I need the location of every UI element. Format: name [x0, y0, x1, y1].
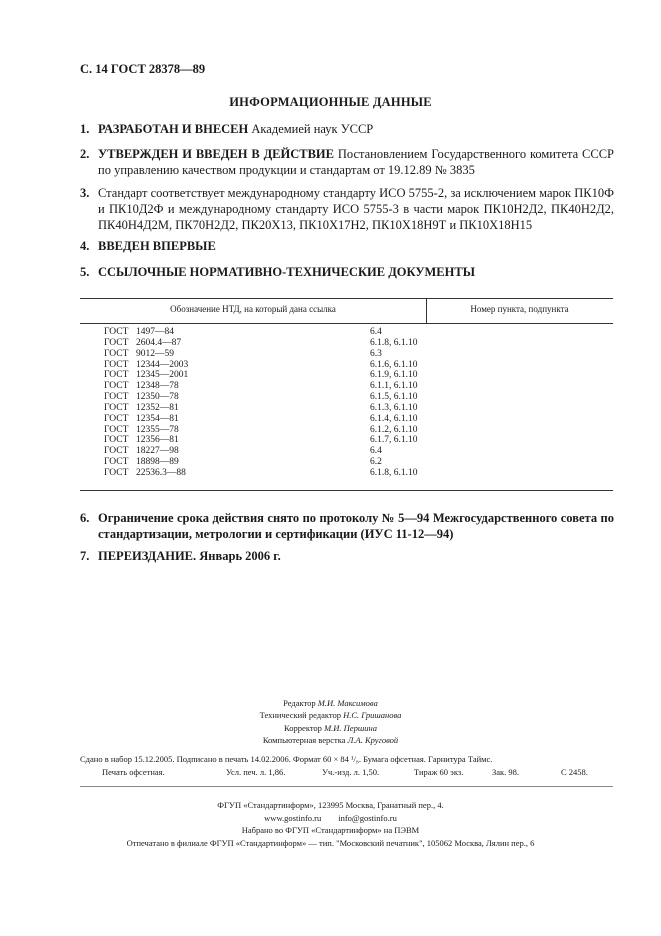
table-top-rule [80, 298, 613, 299]
credit-label: Редактор [283, 698, 316, 708]
credits-block [0, 697, 661, 746]
imprint-email: info@gostinfo.ru [338, 812, 397, 823]
item-7 [80, 548, 614, 564]
row-standard-number: 18227—98 [136, 446, 179, 457]
credit-name: Н.С. Гришанова [343, 710, 402, 721]
item-heading: ПЕРЕИЗДАНИЕ. [98, 549, 197, 563]
row-clause: 6.1.8, 6.1.10 [370, 467, 418, 478]
row-standard-number: 12352—81 [136, 402, 179, 413]
row-standard-number: 18898—89 [136, 457, 179, 468]
credit-layout [0, 734, 661, 746]
row-gost-label: ГОСТ [104, 327, 129, 337]
row-clause: 6.1.6, 6.1.10 [370, 359, 418, 370]
imprint-contacts [0, 812, 661, 825]
row-gost-label: ГОСТ [104, 446, 129, 457]
row-gost-label: ГОСТ [104, 413, 129, 424]
item-number: 5. [80, 265, 90, 279]
item-number: 7. [80, 549, 90, 563]
credit-name: М.И. Першина [324, 722, 377, 733]
credit-label: Корректор [284, 722, 322, 733]
row-gost-label: ГОСТ [104, 457, 129, 468]
publish-sheets: Уч.-изд. л. 1,50. [322, 767, 380, 777]
item-6 [80, 510, 614, 542]
row-standard-number: 22536.3—88 [136, 467, 186, 478]
row-gost-label: ГОСТ [104, 392, 129, 403]
row-clause: 6.1.2, 6.1.10 [370, 424, 418, 435]
row-gost-label: ГОСТ [104, 424, 129, 435]
index-number: С 2458. [561, 767, 588, 777]
credit-label: Технический редактор [259, 710, 341, 721]
item-number: 4. [80, 239, 90, 253]
item-number: 2. [80, 147, 90, 161]
item-5 [80, 264, 614, 280]
item-4 [80, 238, 614, 254]
table-header-designation: Обозначение НТД, на который дана ссылка [170, 304, 336, 314]
row-standard-number: 12354—81 [136, 413, 179, 424]
page-header: С. 14 ГОСТ 28378—89 [80, 62, 206, 76]
credit-name: Л.А. Круговой [347, 734, 399, 745]
print-type: Печать офсетная. [102, 767, 165, 777]
credit-corrector [0, 722, 661, 734]
imprint-address: ФГУП «Стандартинформ», 123995 Москва, Гранатный пер., 4. [217, 800, 444, 810]
row-gost-label: ГОСТ [104, 348, 129, 359]
item-text: Стандарт соответствует международному стандарту ИСО 5755-2, за исключением марок ПК10Ф и ПК10Д2Ф и международному стандарту ИСО 5755-3 в части марок ПК10Н2Д2, ПК40Н2Д2, ПК40Н4Д2М, ПК70Н2Д2, ПК20Х13, ПК10Х17Н2, ПК10Х18Н9Т и ПК10Х18Н15 [98, 186, 614, 232]
print-sheets: Усл. печ. л. 1,86. [226, 767, 286, 777]
item-heading: УТВЕРЖДЕН И ВВЕДЕН В ДЕЙСТВИЕ [98, 147, 334, 161]
table-bottom-rule [80, 490, 613, 491]
print-run: Тираж 60 экз. [414, 767, 464, 777]
item-heading: ССЫЛОЧНЫЕ НОРМАТИВНО-ТЕХНИЧЕСКИЕ ДОКУМЕНТЫ [98, 265, 475, 279]
row-standard-number: 9012—59 [136, 348, 174, 359]
row-gost-label: ГОСТ [104, 435, 129, 446]
item-3 [80, 185, 614, 233]
table-header-clause: Номер пункта, подпункта [470, 304, 569, 314]
imprint-website: www.gostinfo.ru [264, 812, 322, 823]
item-text: Академией наук УССР [248, 122, 374, 136]
publishing-line-1: Сдано в набор 15.12.2005. Подписано в печать 14.02.2006. Формат 60 × 84 ¹/₈. Бумага офсетная. Гарнитура Таймс. [80, 754, 493, 764]
row-gost-label: ГОСТ [104, 402, 129, 413]
item-number: 1. [80, 122, 90, 136]
row-gost-label: ГОСТ [104, 370, 129, 381]
imprint-printed: Отпечатано в филиале ФГУП «Стандартинформ» — тип. "Московский печатник", 105062 Москва, Лялин пер., 6 [126, 837, 535, 848]
row-clause: 6.4 [370, 446, 382, 457]
row-gost-label: ГОСТ [104, 381, 129, 392]
credit-editor [0, 697, 661, 709]
imprint-separator [80, 786, 613, 787]
row-gost-label: ГОСТ [104, 337, 129, 348]
row-standard-number: 12348—78 [136, 381, 179, 392]
row-standard-number: 12355—78 [136, 424, 179, 435]
row-clause: 6.1.5, 6.1.10 [370, 392, 418, 403]
section-title: ИНФОРМАЦИОННЫЕ ДАННЫЕ [229, 95, 432, 109]
item-text: Ограничение срока действия снято по протоколу № 5—94 Межгосударственного совета по стандартизации, метрологии и сертификации (ИУС 11-12—94) [98, 511, 614, 541]
row-gost-label: ГОСТ [104, 467, 129, 478]
item-text: Январь 2006 г. [196, 549, 281, 563]
credit-label: Компьютерная верстка [262, 734, 346, 745]
row-clause: 6.1.4, 6.1.10 [370, 413, 418, 424]
row-clause: 6.1.1, 6.1.10 [370, 381, 418, 392]
item-number: 6. [80, 511, 90, 525]
publishing-line-2 [80, 767, 613, 779]
item-text: Постановлением Государственного комитета СССР по управлению качеством продукции и стандартам от 19.12.89 № 3835 [98, 147, 614, 177]
row-clause: 6.3 [370, 348, 382, 359]
item-number: 3. [80, 186, 90, 200]
row-standard-number: 12350—78 [136, 392, 179, 403]
row-clause: 6.1.3, 6.1.10 [370, 402, 418, 413]
item-heading: РАЗРАБОТАН И ВНЕСЕН [98, 122, 249, 136]
row-standard-number: 12356—81 [136, 435, 179, 446]
table-header-rule [80, 323, 613, 324]
item-heading: ВВЕДЕН ВПЕРВЫЕ [98, 239, 216, 253]
imprint-typeset: Набрано во ФГУП «Стандартинформ» на ПЭВМ [241, 825, 420, 835]
table-column-divider [426, 298, 427, 323]
credit-name: М.И. Максимова [317, 698, 378, 708]
row-standard-number: 12344—2003 [136, 359, 189, 370]
row-gost-label: ГОСТ [104, 359, 129, 370]
order-number: Зак. 98. [492, 767, 520, 777]
row-standard-number: 2604.4—87 [136, 337, 182, 348]
item-1 [80, 121, 614, 137]
row-standard-number: 12345—2001 [136, 370, 189, 381]
credit-tech-editor [0, 709, 661, 721]
row-clause: 6.2 [370, 457, 382, 468]
imprint-block [0, 799, 661, 849]
row-clause: 6.1.8, 6.1.10 [370, 337, 418, 348]
item-2 [80, 146, 614, 178]
row-clause: 6.4 [370, 327, 382, 337]
row-clause: 6.1.9, 6.1.10 [370, 370, 418, 381]
row-standard-number: 1497—84 [136, 327, 174, 337]
row-clause: 6.1.7, 6.1.10 [370, 435, 418, 446]
